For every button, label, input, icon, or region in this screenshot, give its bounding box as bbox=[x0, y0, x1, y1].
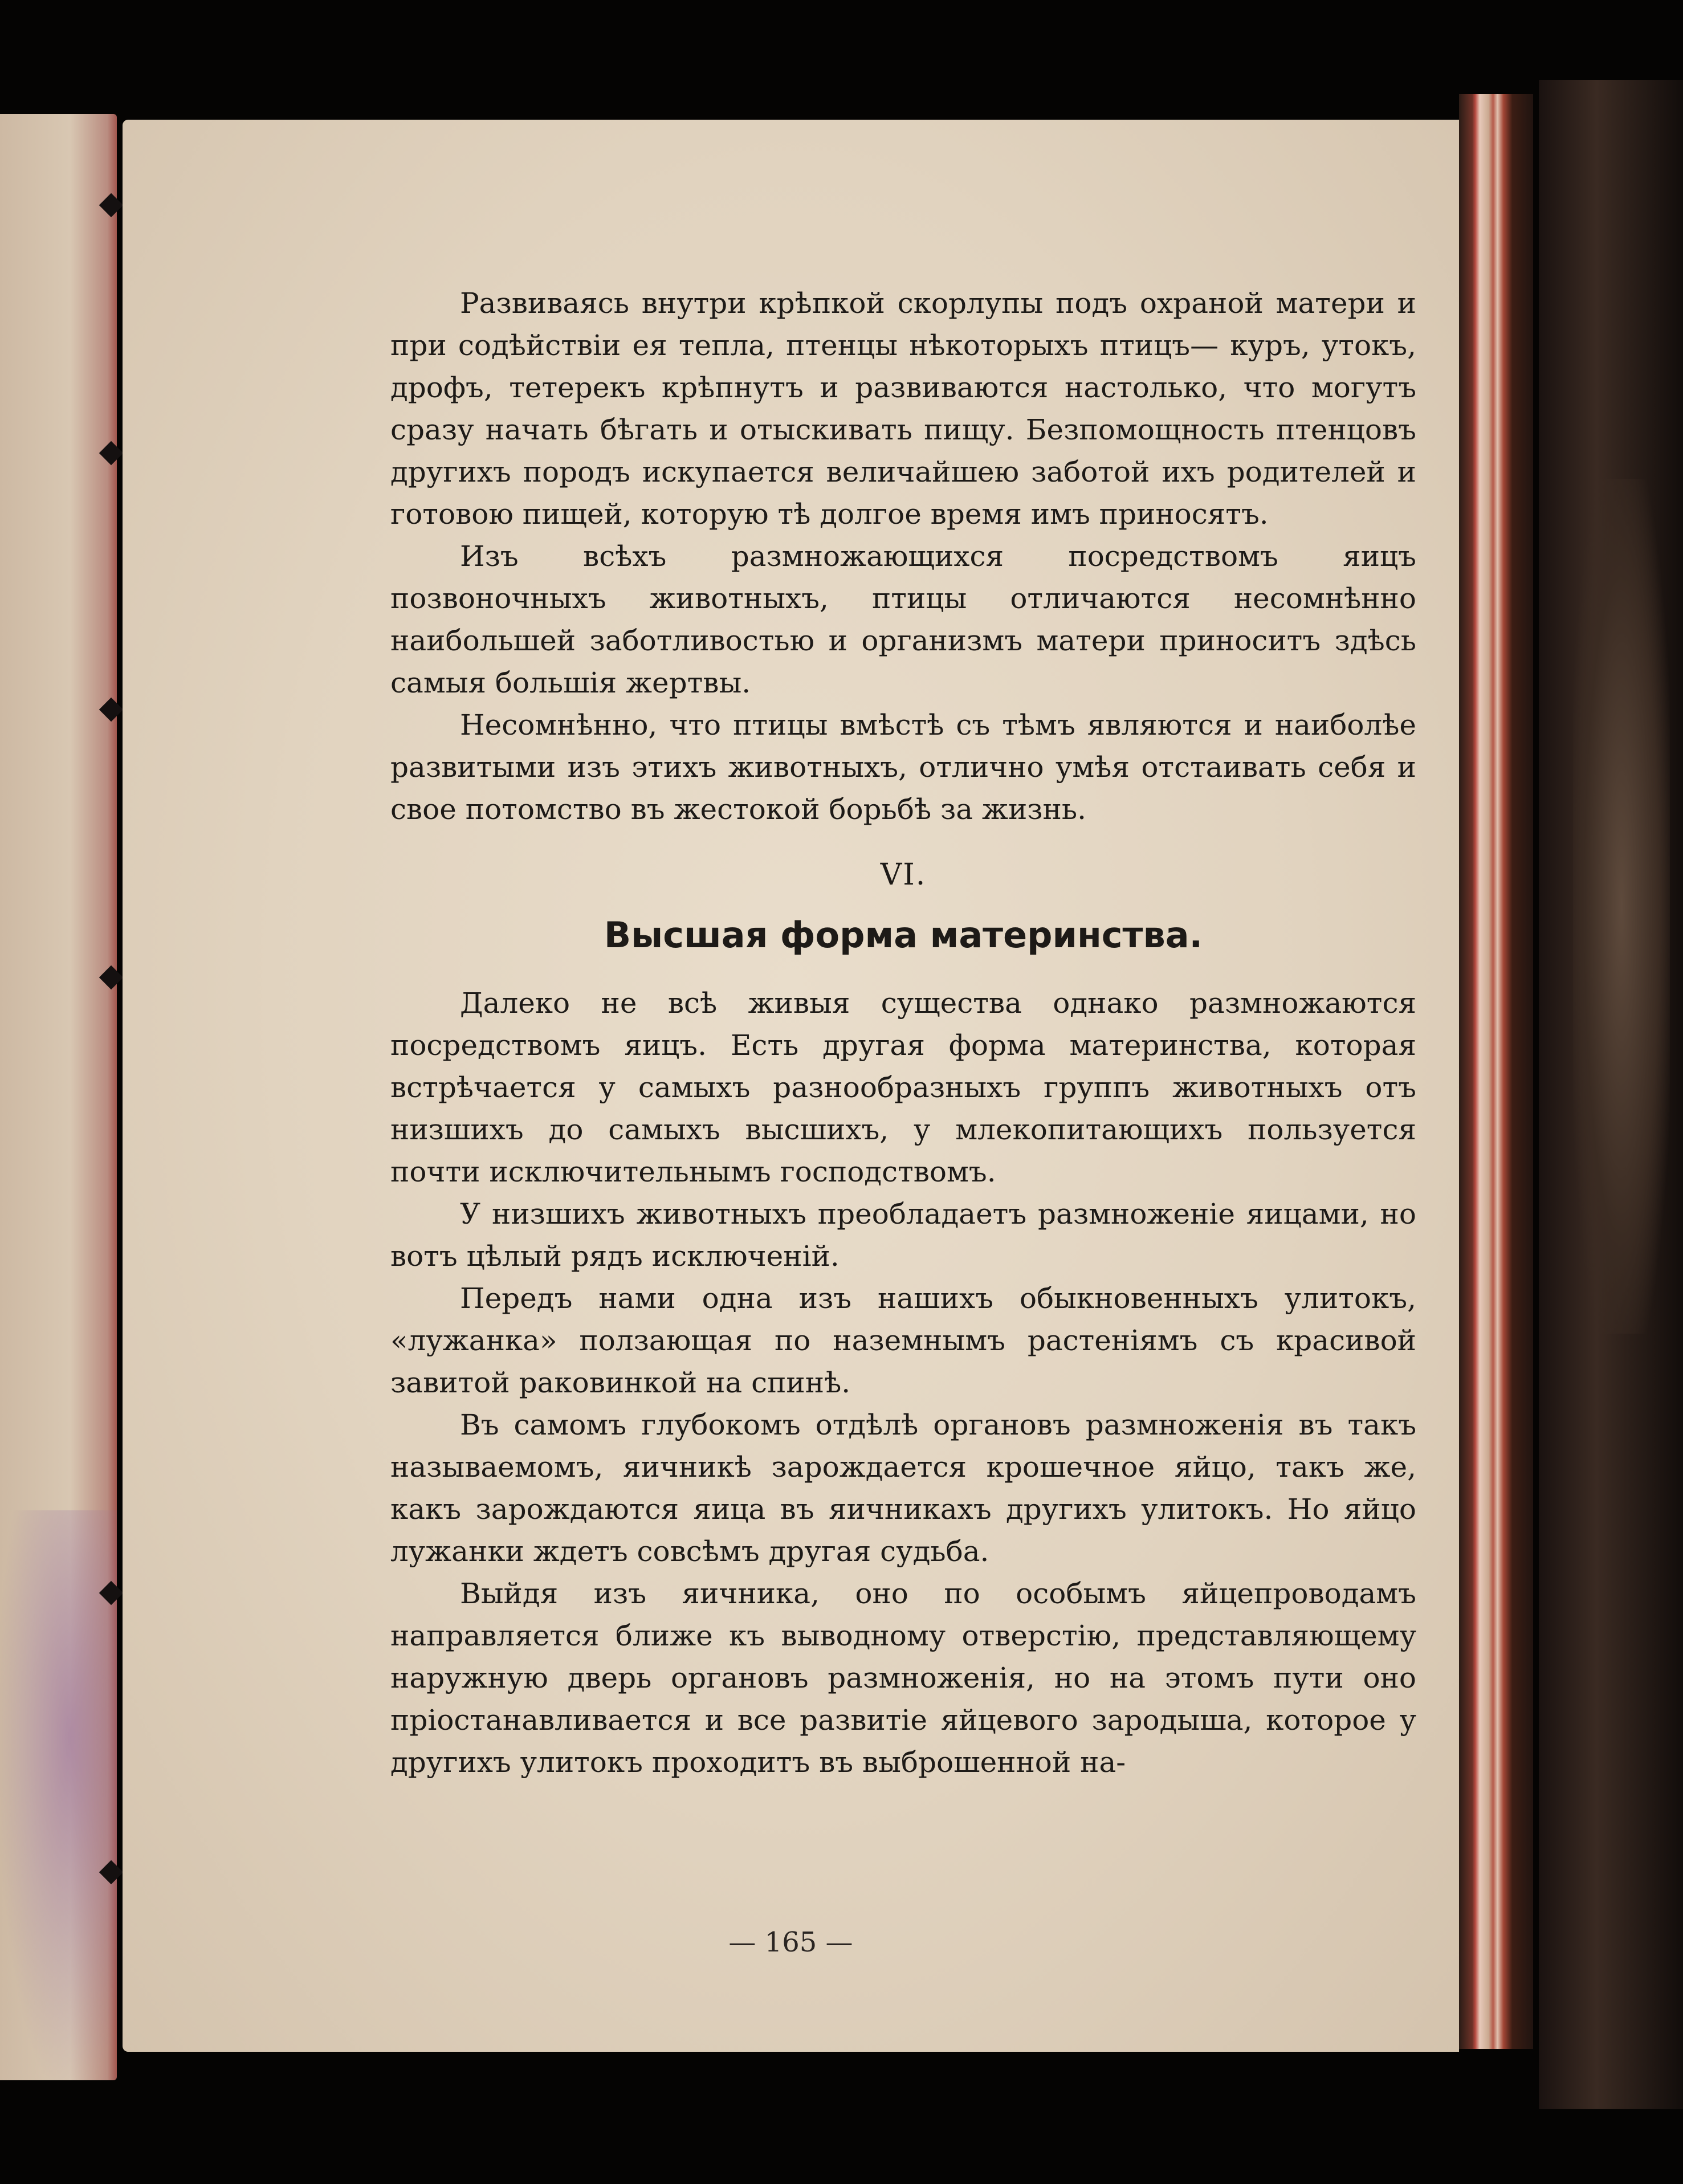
book-page bbox=[123, 120, 1459, 2052]
paragraph: Передъ нами одна изъ нашихъ обыкновенныхъ улитокъ, «лужанка» ползающая по наземнымъ растенiямъ съ красивой завитой раковинкой на спинѣ. bbox=[390, 1282, 1416, 1399]
paragraph: Изъ всѣхъ размножающихся посредствомъ яицъ позвоночныхъ животныхъ, птицы отличаются несомнѣнно наибольшей заботливостью и организмъ матери приноситъ здѣсь самыя большiя жертвы. bbox=[390, 540, 1416, 699]
page-stack-edge bbox=[1459, 94, 1533, 2049]
text-block bbox=[390, 282, 1416, 1783]
section-title: Высшая форма материнства. bbox=[604, 914, 1203, 956]
paragraph: Развиваясь внутри крѣпкой скорлупы подъ охраной матери и при содѣйствiи ея тепла, птенцы нѣкоторыхъ птицъ— куръ, утокъ, дрофъ, тетерекъ крѣпнутъ и развиваются настолько, что могутъ сразу начать бѣгать и отыскивать пищу. Безпомощность птенцовъ другихъ породъ искупается величайшею заботой ихъ родителей и готовою пищей, которую тѣ долгое время имъ приносятъ. bbox=[390, 287, 1416, 531]
section-number: VI. bbox=[880, 858, 927, 892]
page-number: — 165 — bbox=[728, 1926, 853, 1958]
book-cover bbox=[1539, 80, 1683, 2109]
paragraph: Несомнѣнно, что птицы вмѣстѣ съ тѣмъ являются и наиболѣе развитыми изъ этихъ животныхъ, отлично умѣя отстаивать себя и свое потомство въ жестокой борьбѣ за жизнь. bbox=[390, 708, 1416, 826]
cover-wear bbox=[1573, 479, 1670, 1334]
ink-stain bbox=[0, 1510, 117, 2080]
paragraph: Выйдя изъ яичника, оно по особымъ яйцепроводамъ направляется ближе къ выводному отверстiю, представляющему наружную дверь органовъ размноженiя, но на этомъ пути оно прiостанавливается и все развитiе яйцевого зародыша, которое у другихъ улитокъ проходитъ въ выброшенной на- bbox=[390, 1577, 1416, 1779]
paragraph: Далеко не всѣ живыя существа однако размножаются посредствомъ яицъ. Есть другая форма материнства, которая встрѣчается у самыхъ разнообразныхъ группъ животныхъ отъ низшихъ до самыхъ высшихъ, у млекопитающихъ пользуется почти исключительнымъ господствомъ. bbox=[390, 987, 1416, 1188]
paragraph: У низшихъ животныхъ преобладаетъ размноженiе яицами, но вотъ цѣлый рядъ исключенiй. bbox=[390, 1197, 1416, 1273]
left-page-edge bbox=[0, 114, 117, 2080]
paragraph: Въ самомъ глубокомъ отдѣлѣ органовъ размноженiя въ такъ называемомъ, яичникѣ зарождается крошечное яйцо, такъ же, какъ зарождаются яица въ яичникахъ другихъ улитокъ. Но яйцо лужанки ждетъ совсѣмъ другая судьба. bbox=[390, 1408, 1416, 1568]
